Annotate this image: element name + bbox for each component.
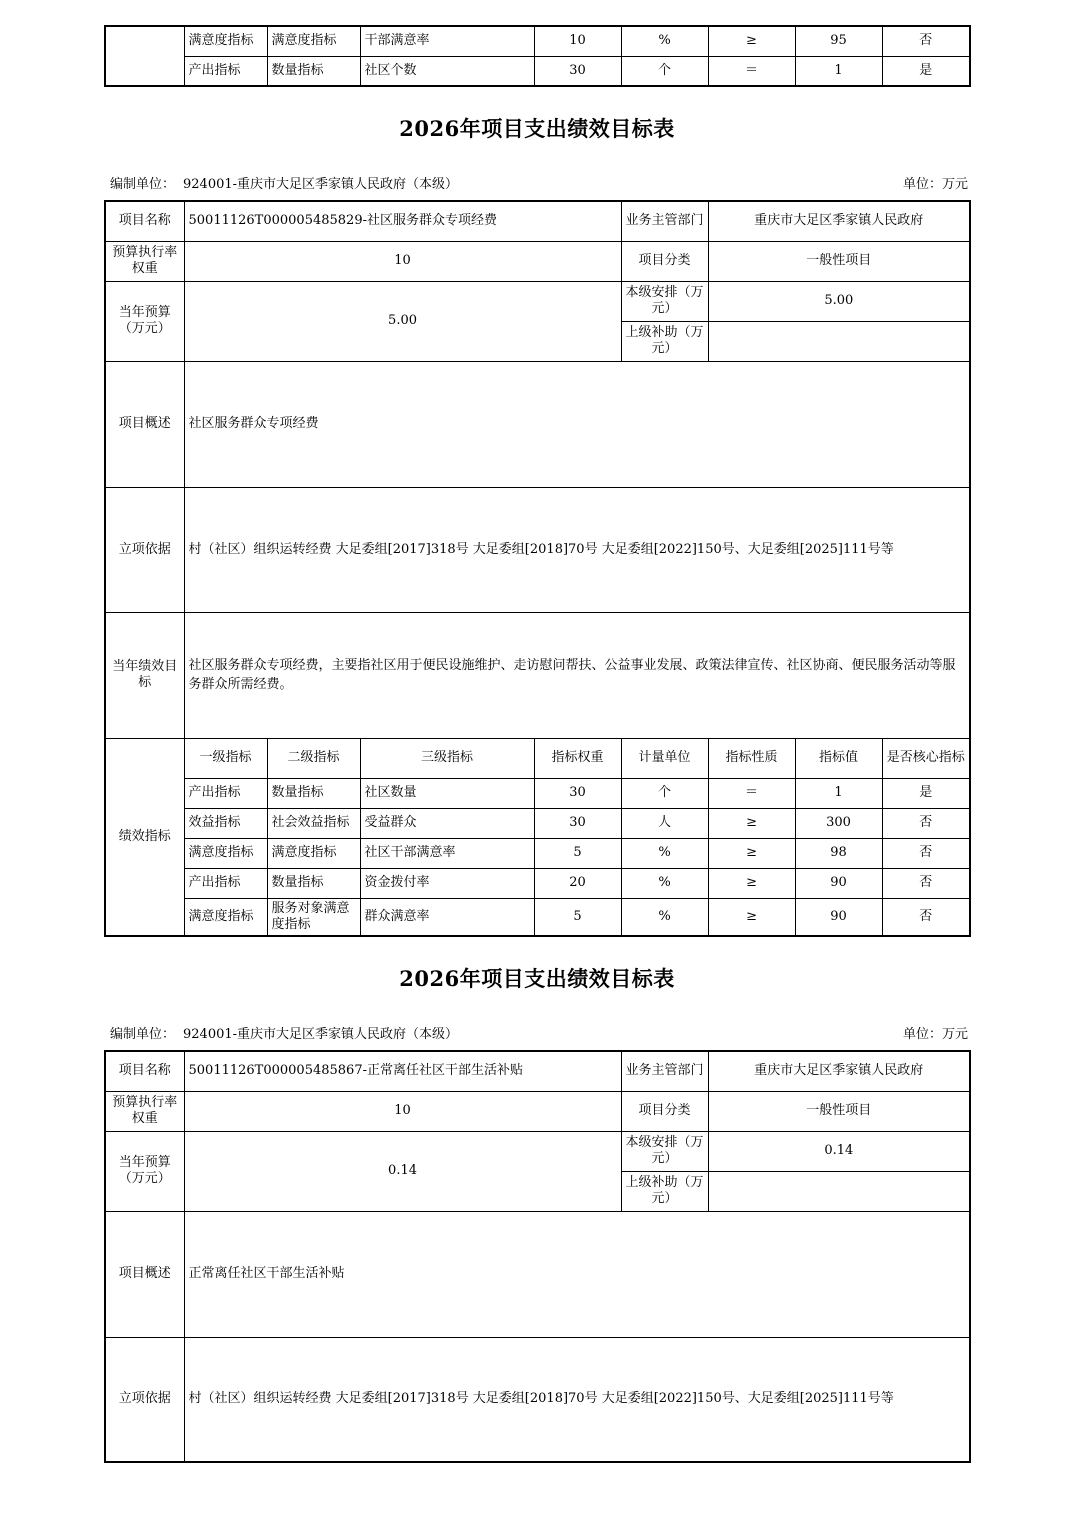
table-row [105, 1337, 970, 1462]
budget-label: 当年预算（万元） [105, 1131, 184, 1211]
header-l1: 一级指标 [184, 738, 267, 778]
indicator-l3: 社区数量 [360, 778, 534, 808]
goal-value: 社区服务群众专项经费，主要指社区用于便民设施维护、走访慰问帮扶、公益事业发展、政策法律宣传、社区协商、便民服务活动等服务群众所需经费。 [184, 612, 970, 738]
indicator-l3: 社区个数 [360, 56, 534, 86]
indicator-l3: 干部满意率 [360, 26, 534, 56]
indicator-core: 是 [882, 778, 970, 808]
basis-label: 立项依据 [105, 487, 184, 612]
overview-label: 项目概述 [105, 361, 184, 487]
header-value: 指标值 [795, 738, 882, 778]
basis-label: 立项依据 [105, 1337, 184, 1462]
exec-weight-label: 预算执行率权重 [105, 241, 184, 281]
table-row [105, 898, 970, 936]
project-name-label: 项目名称 [105, 201, 184, 241]
indicator-core: 否 [882, 868, 970, 898]
own-value: 5.00 [708, 281, 970, 321]
indicator-l1: 产出指标 [184, 868, 267, 898]
indicator-value: 1 [795, 56, 882, 86]
indicator-value: 95 [795, 26, 882, 56]
org-value: 924001-重庆市大足区季家镇人民政府（本级） [183, 1027, 459, 1042]
indicator-l2: 服务对象满意度指标 [267, 898, 360, 936]
table-row [105, 778, 970, 808]
table-row [105, 241, 970, 281]
table-row [105, 612, 970, 738]
exec-weight-label: 预算执行率权重 [105, 1091, 184, 1131]
category-label: 项目分类 [621, 1091, 708, 1131]
upper-label: 上级补助（万元） [621, 321, 708, 361]
unit-label: 单位：万元 [902, 1027, 968, 1042]
indicator-value: 300 [795, 808, 882, 838]
indicator-weight: 30 [534, 778, 621, 808]
indicator-weight: 30 [534, 808, 621, 838]
budget-value: 0.14 [184, 1131, 621, 1211]
basis-value: 村（社区）组织运转经费 大足委组[2017]318号 大足委组[2018]70号 大足委组[2022]150号、大足委组[2025]111号等 [184, 1337, 970, 1462]
own-value: 0.14 [708, 1131, 970, 1171]
table-row [105, 838, 970, 868]
indicator-l1: 满意度指标 [184, 26, 267, 56]
dept-value: 重庆市大足区季家镇人民政府 [708, 1051, 970, 1091]
dept-label: 业务主管部门 [621, 201, 708, 241]
org-line [110, 173, 458, 192]
indicator-nature: ＝ [708, 778, 795, 808]
page-title: 2026年项目支出绩效目标表 [399, 966, 675, 991]
category-label: 项目分类 [621, 241, 708, 281]
indicator-l3: 社区干部满意率 [360, 838, 534, 868]
indicator-unit: % [621, 26, 708, 56]
org-value: 924001-重庆市大足区季家镇人民政府（本级） [183, 177, 459, 192]
indicator-core: 否 [882, 26, 970, 56]
table-row [105, 738, 970, 778]
overview-label: 项目概述 [105, 1211, 184, 1337]
indicator-nature: ≥ [708, 868, 795, 898]
table-row [105, 1211, 970, 1337]
table-row [105, 26, 970, 56]
indicator-value: 90 [795, 898, 882, 936]
category-value: 一般性项目 [708, 1091, 970, 1131]
indicator-value: 90 [795, 868, 882, 898]
indicator-l2: 数量指标 [267, 868, 360, 898]
indicator-l1: 满意度指标 [184, 838, 267, 868]
perf-label: 绩效指标 [105, 738, 184, 936]
indicator-l3: 受益群众 [360, 808, 534, 838]
budget-value: 5.00 [184, 281, 621, 361]
perf-table-1 [104, 200, 971, 937]
org-label: 编制单位： [110, 1027, 176, 1042]
header-core: 是否核心指标 [882, 738, 970, 778]
table-row [105, 56, 970, 86]
indicator-unit: % [621, 898, 708, 936]
header-l2: 二级指标 [267, 738, 360, 778]
basis-value: 村（社区）组织运转经费 大足委组[2017]318号 大足委组[2018]70号 大足委组[2022]150号、大足委组[2025]111号等 [184, 487, 970, 612]
table-row [105, 281, 970, 321]
indicator-weight: 5 [534, 898, 621, 936]
indicator-value: 1 [795, 778, 882, 808]
table-row [105, 868, 970, 898]
indicator-l1: 满意度指标 [184, 898, 267, 936]
project-name-label: 项目名称 [105, 1051, 184, 1091]
indicator-l2: 社会效益指标 [267, 808, 360, 838]
indicator-core: 否 [882, 808, 970, 838]
category-value: 一般性项目 [708, 241, 970, 281]
continuation-table [104, 25, 971, 87]
indicator-weight: 30 [534, 56, 621, 86]
overview-value: 正常离任社区干部生活补贴 [184, 1211, 970, 1337]
page-title: 2026年项目支出绩效目标表 [399, 116, 675, 141]
upper-value [708, 1171, 970, 1211]
indicator-l2: 数量指标 [267, 56, 360, 86]
indicator-l2: 数量指标 [267, 778, 360, 808]
indicator-nature: ＝ [708, 56, 795, 86]
indicator-weight: 20 [534, 868, 621, 898]
indicator-l3: 群众满意率 [360, 898, 534, 936]
indicator-weight: 10 [534, 26, 621, 56]
indicator-l1: 效益指标 [184, 808, 267, 838]
indicator-core: 是 [882, 56, 970, 86]
indicator-unit: % [621, 838, 708, 868]
indicator-nature: ≥ [708, 898, 795, 936]
dept-label: 业务主管部门 [621, 1051, 708, 1091]
perf-label-cell [105, 26, 184, 86]
indicator-unit: 人 [621, 808, 708, 838]
org-line [110, 1023, 458, 1042]
header-nature: 指标性质 [708, 738, 795, 778]
indicator-l3: 资金拨付率 [360, 868, 534, 898]
indicator-l2: 满意度指标 [267, 838, 360, 868]
unit-label: 单位：万元 [902, 177, 968, 192]
exec-weight-value: 10 [184, 1091, 621, 1131]
indicator-nature: ≥ [708, 808, 795, 838]
table-row [105, 808, 970, 838]
header-unit: 计量单位 [621, 738, 708, 778]
table-row [105, 487, 970, 612]
own-label: 本级安排（万元） [621, 1131, 708, 1171]
table-row [105, 1091, 970, 1131]
perf-table-2 [104, 1050, 971, 1463]
budget-label: 当年预算（万元） [105, 281, 184, 361]
table-row [105, 1051, 970, 1091]
project-name-value: 50011126T000005485867-正常离任社区干部生活补贴 [184, 1051, 621, 1091]
upper-value [708, 321, 970, 361]
indicator-unit: 个 [621, 778, 708, 808]
overview-value: 社区服务群众专项经费 [184, 361, 970, 487]
indicator-core: 否 [882, 838, 970, 868]
indicator-l1: 产出指标 [184, 56, 267, 86]
upper-label: 上级补助（万元） [621, 1171, 708, 1211]
indicator-nature: ≥ [708, 838, 795, 868]
indicator-weight: 5 [534, 838, 621, 868]
indicator-unit: % [621, 868, 708, 898]
project-name-value: 50011126T000005485829-社区服务群众专项经费 [184, 201, 621, 241]
org-label: 编制单位： [110, 177, 176, 192]
table-row [105, 201, 970, 241]
indicator-l1: 产出指标 [184, 778, 267, 808]
exec-weight-value: 10 [184, 241, 621, 281]
table-row [105, 1131, 970, 1171]
indicator-unit: 个 [621, 56, 708, 86]
indicator-value: 98 [795, 838, 882, 868]
goal-label: 当年绩效目标 [105, 612, 184, 738]
dept-value: 重庆市大足区季家镇人民政府 [708, 201, 970, 241]
indicator-l2: 满意度指标 [267, 26, 360, 56]
header-weight: 指标权重 [534, 738, 621, 778]
indicator-core: 否 [882, 898, 970, 936]
table-row [105, 361, 970, 487]
header-l3: 三级指标 [360, 738, 534, 778]
own-label: 本级安排（万元） [621, 281, 708, 321]
indicator-nature: ≥ [708, 26, 795, 56]
